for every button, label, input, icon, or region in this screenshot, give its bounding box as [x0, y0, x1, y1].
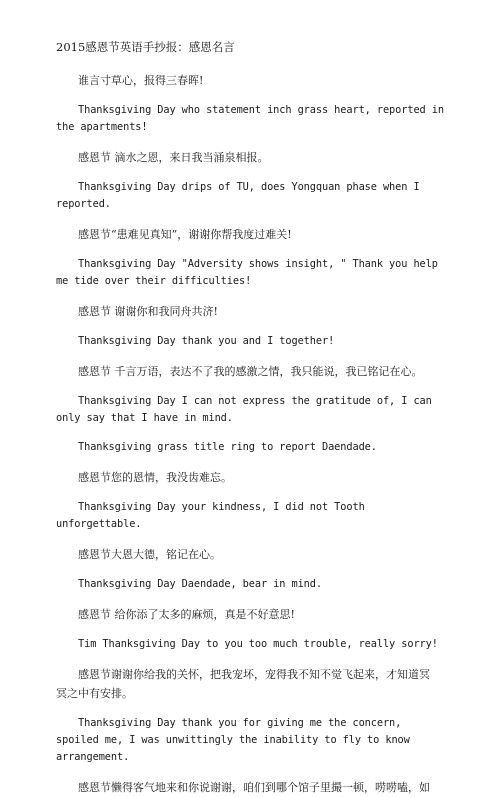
paragraph-zh: 感恩节大恩大德，铭记在心。: [78, 548, 221, 561]
paragraph-zh: 感恩节 给你添了太多的麻烦，真是不好意思!: [78, 608, 295, 621]
paragraph-zh: 感恩节懒得客气地来和你说谢谢，咱们到哪个馆子里撮一顿，唠唠嗑，如: [78, 781, 430, 794]
paragraph-zh: 感恩节 千言万语，表达不了我的感激之情，我只能说，我已铭记在心。: [78, 365, 423, 378]
paragraph-zh: 感恩节“患难见真知”，谢谢你帮我度过难关!: [78, 228, 292, 241]
paragraph-zh: 感恩节您的恩情，我没齿难忘。: [78, 471, 232, 484]
paragraph-en: Thanksgiving Day Daendade, bear in mind.: [78, 578, 322, 590]
paragraph-en: Thanksgiving Day thank you for giving me the concern, spoiled me, I was unwittingly the inability to fly to know arrangement.: [56, 717, 410, 763]
paragraph-zh: 感恩节 滴水之恩，来日我当涌泉相报。: [78, 151, 269, 164]
paragraph-en: Thanksgiving grass title ring to report Daendade.: [78, 441, 377, 453]
paragraph-en: Thanksgiving Day drips of TU, does Yongquan phase when I reported.: [56, 181, 420, 210]
paragraph-en: Thanksgiving Day I can not express the gratitude of, I can only say that I have in mind.: [56, 395, 432, 424]
paragraph-zh: 感恩节谢谢你给我的关怀，把我宠坏，宠得我不知不觉飞起来，才知道冥 冥之中有安排。: [56, 668, 430, 700]
paragraph-zh: 感恩节 谢谢你和我同舟共济!: [78, 305, 218, 318]
document-title: 2015感恩节英语手抄报：感恩名言: [56, 40, 235, 54]
paragraph-en: Thanksgiving Day "Adversity shows insight, " Thank you help me tide over their difficulties!: [56, 258, 438, 287]
paragraph-zh: 谁言寸草心，报得三春晖!: [78, 74, 204, 87]
paragraph-en: Thanksgiving Day who statement inch grass heart, reported in the apartments!: [56, 104, 444, 133]
paragraph-en: Tim Thanksgiving Day to you too much trouble, really sorry!: [78, 638, 438, 650]
paragraph-en: Thanksgiving Day your kindness, I did not Tooth unforgettable.: [56, 501, 365, 530]
paragraph-en: Thanksgiving Day thank you and I together!: [78, 335, 335, 347]
